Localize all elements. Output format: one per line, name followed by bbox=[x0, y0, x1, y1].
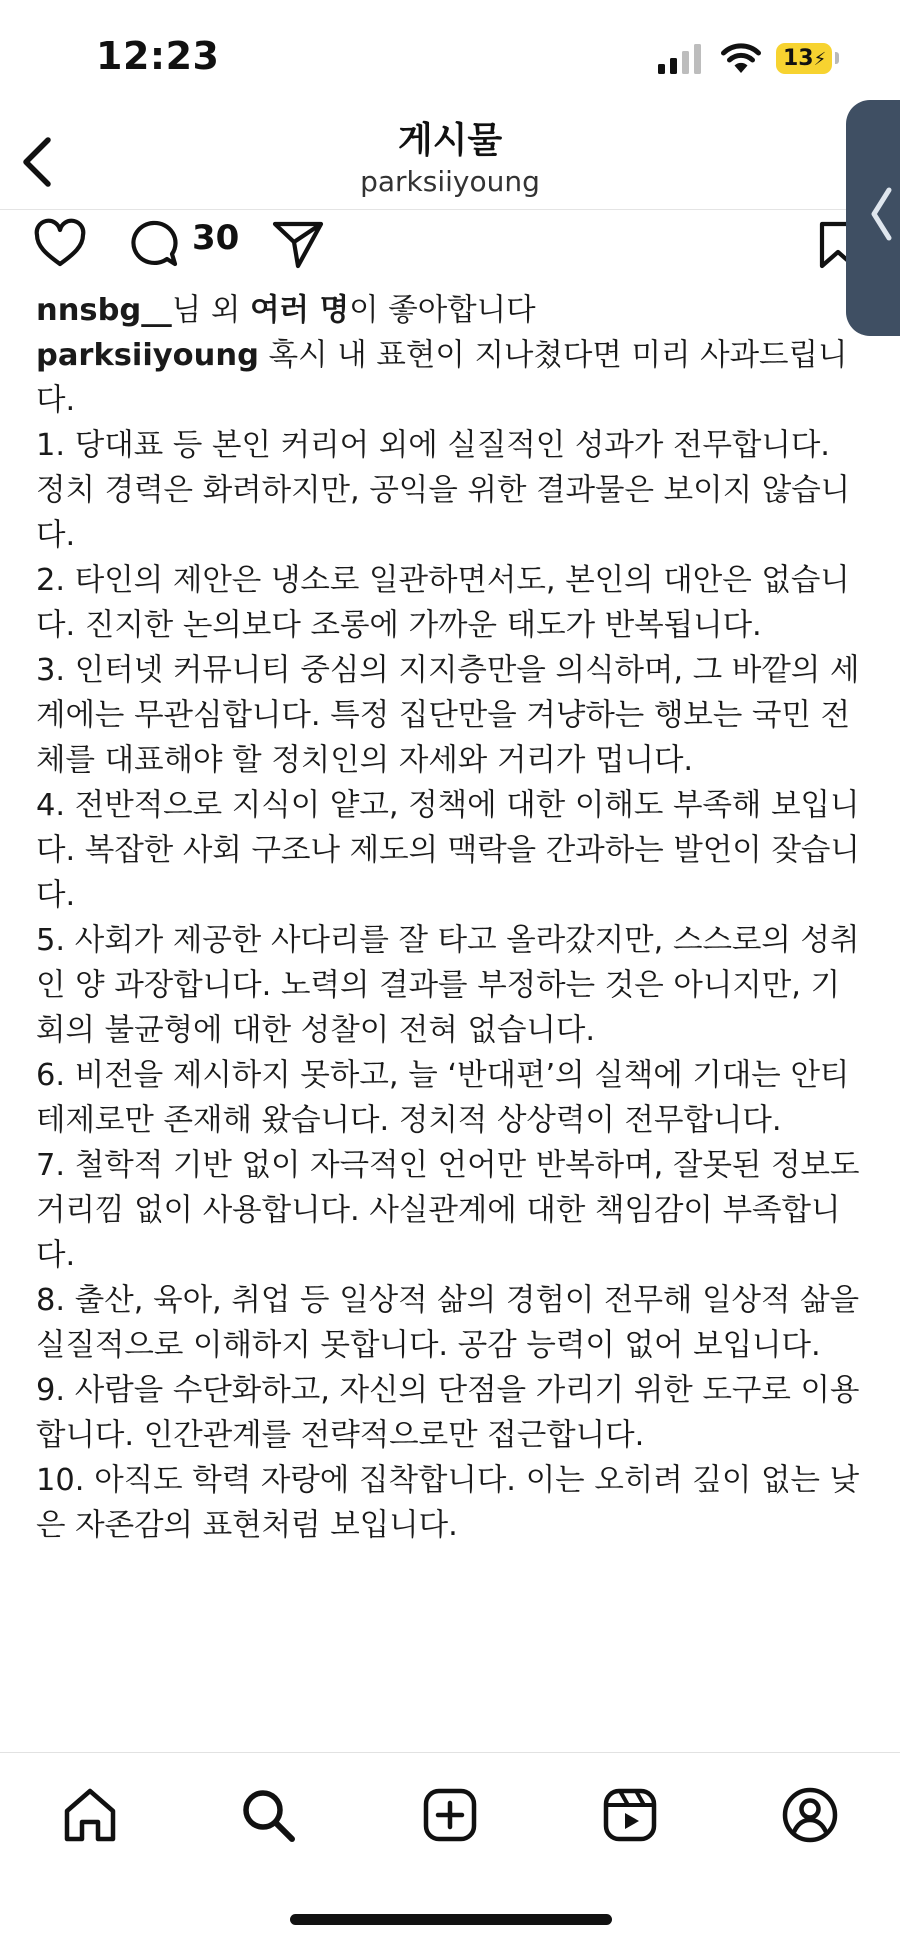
battery-indicator bbox=[776, 43, 832, 74]
caption-point: 4. 전반적으로 지식이 얕고, 정책에 대한 이해도 부족해 보입니다. 복잡한 사회 구조나 제도의 맥락을 간과하는 발언이 잦습니다. bbox=[36, 788, 860, 913]
chevron-left-icon bbox=[868, 184, 894, 244]
caption-point: 9. 사람을 수단화하고, 자신의 단점을 가리기 위한 도구로 이용합니다. 인간관계를 전략적으로만 접근합니다. bbox=[36, 1373, 860, 1453]
comment-bubble-icon[interactable] bbox=[126, 217, 180, 271]
likes-many-text[interactable]: 여러 명 bbox=[250, 293, 350, 328]
caption-intro-text: 혹시 내 표현이 지나쳤다면 미리 사과드립니다. bbox=[36, 338, 848, 418]
reels-icon[interactable] bbox=[600, 1785, 660, 1845]
caption-point: 8. 출산, 육아, 취업 등 일상적 삶의 경험이 전무해 일상적 삶을 실질적으로 이해하지 못합니다. 공감 능력이 없어 보입니다. bbox=[36, 1283, 860, 1363]
likes-summary[interactable] bbox=[36, 288, 866, 333]
caption-point: 7. 철학적 기반 없이 자극적인 언어만 반복하며, 잘못된 정보도 거리낌 없이 사용합니다. 사실관계에 대한 책임감이 부족합니다. bbox=[36, 1148, 860, 1273]
page-title: 게시물 bbox=[397, 120, 503, 161]
caption-point: 10. 아직도 학력 자랑에 집착합니다. 이는 오히려 깊이 없는 낮은 자존감의 표현처럼 보입니다. bbox=[36, 1463, 860, 1543]
likes-middle-text: 님 외 bbox=[171, 293, 251, 328]
caption-point: 2. 타인의 제안은 냉소로 일관하면서도, 본인의 대안은 없습니다. 진지한 논의보다 조롱에 가까운 태도가 반복됩니다. bbox=[36, 563, 850, 643]
cellular-signal-icon bbox=[656, 44, 704, 74]
liker-username[interactable]: nnsbg__ bbox=[36, 293, 172, 328]
caption-point: 3. 인터넷 커뮤니티 중심의 지지층만을 의식하며, 그 바깥의 세계에는 무관심합니다. 특정 집단만을 겨냥하는 행보는 국민 전체를 대표해야 할 정치인의 자세와 거리가 멉니다. bbox=[36, 653, 860, 778]
page-subtitle-username[interactable]: parksiiyoung bbox=[360, 165, 540, 198]
battery-level: 13 bbox=[783, 46, 814, 71]
likes-suffix-text: 이 좋아합니다 bbox=[349, 293, 536, 328]
wifi-icon bbox=[720, 42, 762, 74]
create-icon[interactable] bbox=[420, 1785, 480, 1845]
post-header bbox=[0, 110, 900, 210]
search-icon[interactable] bbox=[238, 1785, 298, 1845]
caption-points bbox=[36, 423, 866, 1548]
caption-point: 5. 사회가 제공한 사다리를 잘 타고 올라갔지만, 스스로의 성취인 양 과장합니다. 노력의 결과를 부정하는 것은 아니지만, 기회의 불균형에 대한 성찰이 전혀 없습니다. bbox=[36, 923, 860, 1048]
like-heart-icon[interactable] bbox=[32, 216, 88, 272]
charging-bolt-icon: ⚡ bbox=[813, 49, 827, 70]
home-icon[interactable] bbox=[60, 1785, 120, 1845]
battery-cap bbox=[835, 52, 839, 64]
share-paper-plane-icon[interactable] bbox=[270, 218, 326, 270]
caption-intro bbox=[36, 333, 866, 423]
home-indicator bbox=[290, 1914, 612, 1925]
status-time: 12:23 bbox=[96, 34, 220, 78]
caption-author[interactable]: parksiiyoung bbox=[36, 338, 259, 373]
profile-icon[interactable] bbox=[780, 1785, 840, 1845]
comment-count: 30 bbox=[192, 218, 240, 258]
post-content bbox=[36, 288, 866, 1548]
post-actions bbox=[0, 210, 900, 290]
caption-point: 1. 당대표 등 본인 커리어 외에 실질적인 성과가 전무합니다. 정치 경력은 화려하지만, 공익을 위한 결과물은 보이지 않습니다. bbox=[36, 428, 851, 553]
content-fade bbox=[0, 1690, 900, 1752]
status-bar bbox=[0, 0, 900, 110]
caption-point: 6. 비전을 제시하지 못하고, 늘 ‘반대편’의 실책에 기대는 안티테제로만 존재해 왔습니다. 정치적 상상력이 전무합니다. bbox=[36, 1058, 850, 1138]
